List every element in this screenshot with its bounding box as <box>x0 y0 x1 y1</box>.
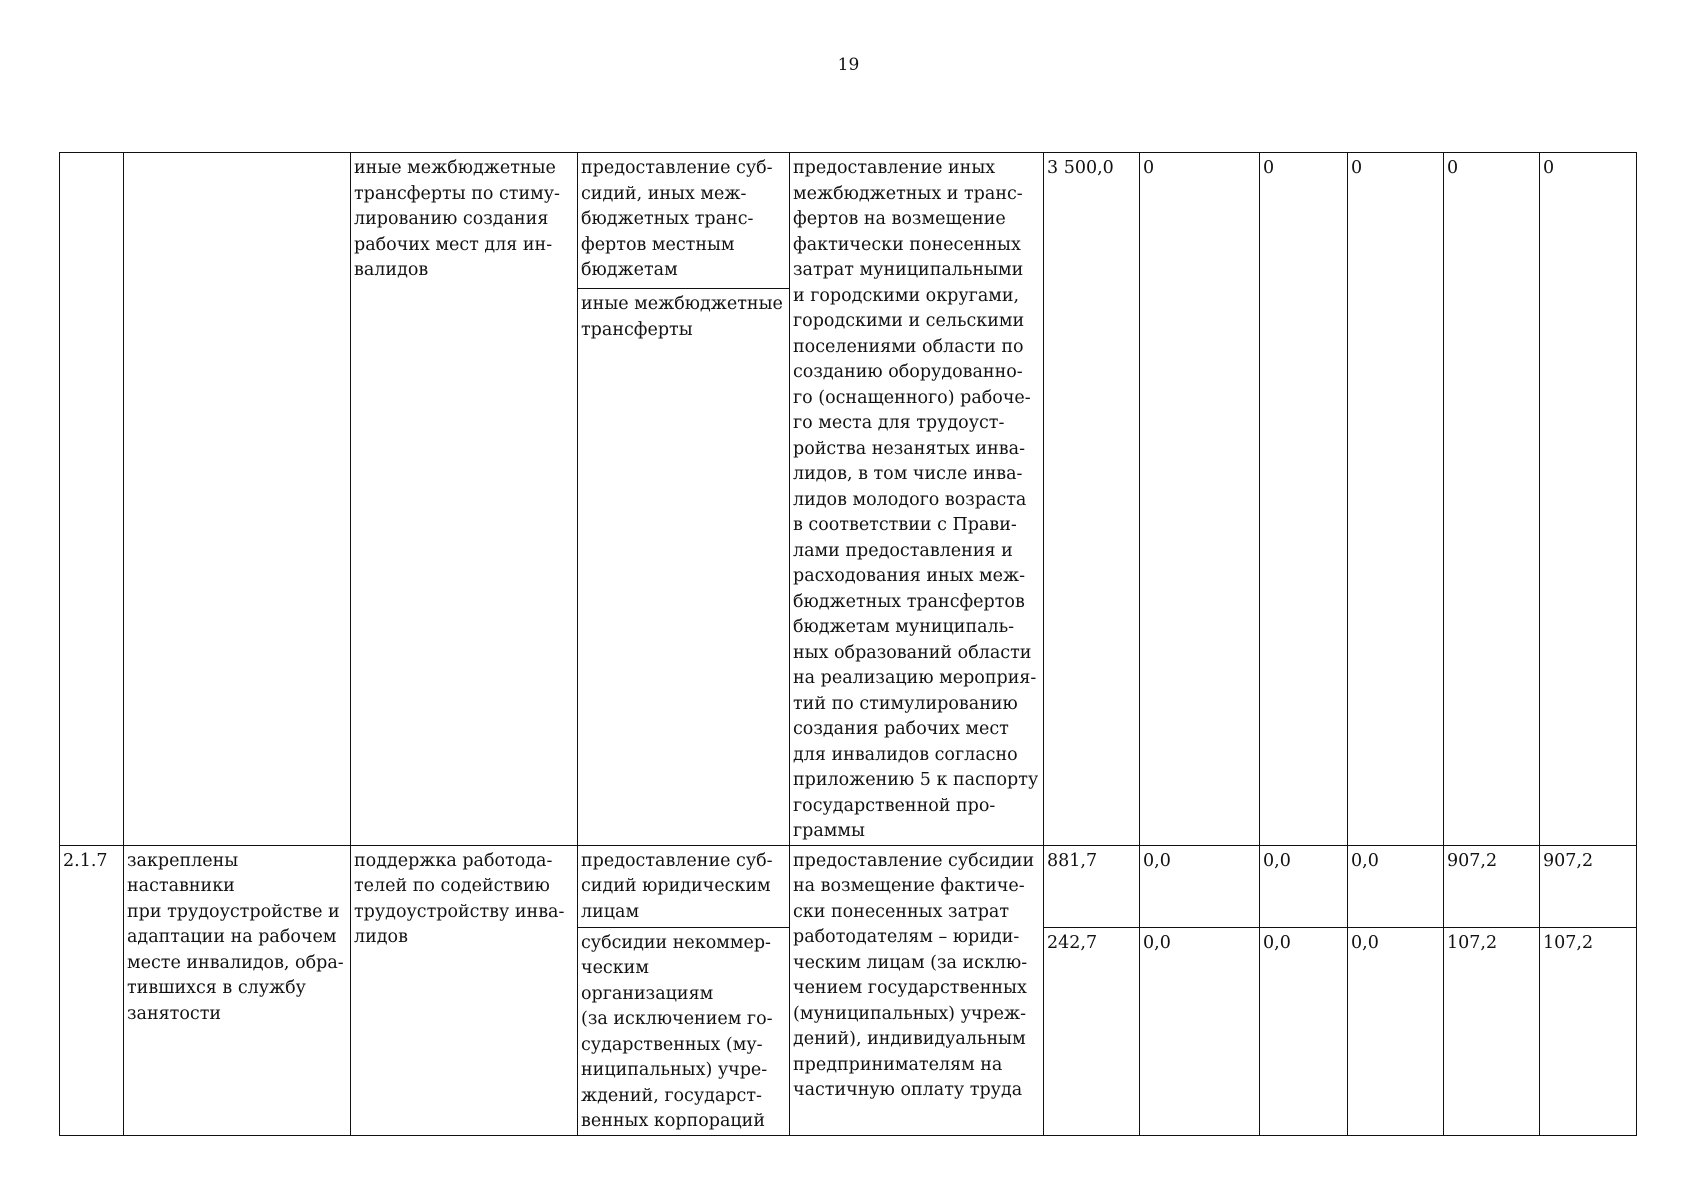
cell-value: 0 <box>1348 153 1444 846</box>
cell-value: 0 <box>1540 153 1637 846</box>
cell-value: 0,0 <box>1140 927 1260 1135</box>
cell-result <box>124 153 351 846</box>
cell-value: 3 500,0 <box>1044 153 1140 846</box>
cell-expense-type: субсидии некоммер- ческим организациям (за исключением го- сударственных (му- ниципальных) учре- ждений, государст- венных корпораций <box>578 927 790 1135</box>
cell-value: 0,0 <box>1348 845 1444 927</box>
cell-expense-type: предоставление суб- сидий юридическим лицам <box>578 845 790 927</box>
budget-table <box>59 152 1637 1136</box>
cell-value: 0 <box>1140 153 1260 846</box>
cell-description: предоставление субсидии на возмещение фактиче- ски понесенных затрат работодателям – юриди- ческим лицам (за исклю- чением государственных (муниципальных) учреж- дений), индивидуальным предпринимателям на частичную оплату труда <box>790 845 1044 1135</box>
cell-result: закреплены наставники при трудоустройстве и адаптации на рабочем месте инвалидов, обра- тившихся в службу занятости <box>124 845 351 1135</box>
cell-value: 107,2 <box>1444 927 1540 1135</box>
cell-value: 0 <box>1260 153 1348 846</box>
cell-value: 907,2 <box>1444 845 1540 927</box>
cell-value: 0,0 <box>1348 927 1444 1135</box>
cell-value: 907,2 <box>1540 845 1637 927</box>
cell-value: 0,0 <box>1260 927 1348 1135</box>
cell-value: 107,2 <box>1540 927 1637 1135</box>
cell-description: предоставление иных межбюджетных и транс- фертов на возмещение фактически понесенных затрат муниципальными и городскими округами, городскими и сельскими поселениями области по созданию оборудованно- го (оснащенного) рабоче- го места для трудоуст- ройства незанятых инва- лидов, в том числе инва- лидов молодого возраста в соответствии с Прави- лами предоставления и расходования иных меж- бюджетных трансфертов бюджетам муниципаль- ных образований области на реализацию мероприя- тий по стимулированию создания рабочих мест для инвалидов согласно приложению 5 к паспорту государственной про- граммы <box>790 153 1044 846</box>
table-row <box>60 153 1637 289</box>
cell-measure: иные межбюджетные трансферты по стиму- лированию создания рабочих мест для ин- валидов <box>351 153 578 846</box>
cell-measure: поддержка работода- телей по содействию трудоустройству инва- лидов <box>351 845 578 1135</box>
cell-value: 0,0 <box>1140 845 1260 927</box>
cell-value: 0,0 <box>1260 845 1348 927</box>
cell-value: 242,7 <box>1044 927 1140 1135</box>
cell-value: 0 <box>1444 153 1540 846</box>
cell-num: 2.1.7 <box>60 845 124 1135</box>
page-number: 19 <box>837 55 860 75</box>
cell-value: 881,7 <box>1044 845 1140 927</box>
table-row <box>60 845 1637 927</box>
cell-expense-type: иные межбюджетные трансферты <box>578 289 790 845</box>
cell-expense-type: предоставление суб- сидий, иных меж- бюджетных транс- фертов местным бюджетам <box>578 153 790 289</box>
cell-num <box>60 153 124 846</box>
